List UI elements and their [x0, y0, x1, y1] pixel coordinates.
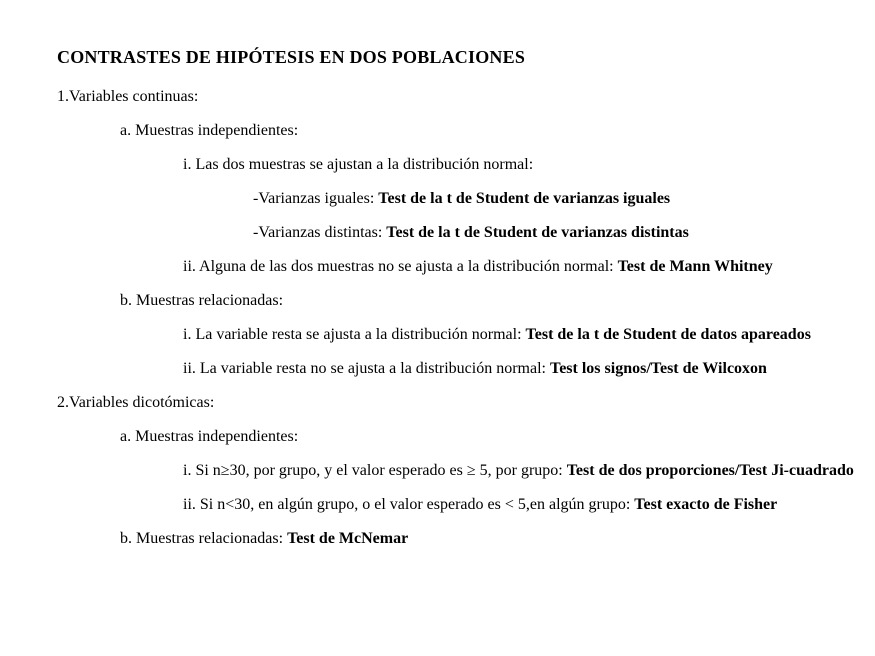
outline-line-1a-i — [57, 148, 875, 182]
line-text: b. Muestras relacionadas: — [120, 530, 288, 547]
test-name: Test de dos proporciones/Test Ji-cuadrado — [566, 462, 854, 479]
outline-line-1a — [57, 114, 875, 148]
outline-line-2a-ii — [57, 488, 875, 522]
outline-line-section-1 — [57, 80, 875, 114]
test-name: Test los signos/Test de Wilcoxon — [550, 360, 767, 377]
test-name: Test de la t de Student de varianzas distintas — [386, 224, 689, 241]
line-text: i. La variable resta se ajusta a la distribución normal: — [183, 326, 526, 343]
line-text: a. Muestras independientes: — [120, 428, 299, 445]
line-text: ii. La variable resta no se ajusta a la distribución normal: — [183, 360, 550, 377]
outline-line-1b — [57, 284, 875, 318]
outline-line-varianzas-distintas — [57, 216, 875, 250]
line-text: i. Las dos muestras se ajustan a la distribución normal: — [183, 156, 534, 173]
outline-line-2b — [57, 522, 875, 556]
line-text: ii. Si n<30, en algún grupo, o el valor esperado es < 5,en algún grupo: — [183, 496, 635, 513]
line-text: 2.Variables dicotómicas: — [57, 394, 215, 411]
outline-line-2a — [57, 420, 875, 454]
line-text: b. Muestras relacionadas: — [120, 292, 284, 309]
test-name: Test de McNemar — [287, 530, 409, 547]
outline-line-1b-ii — [57, 352, 875, 386]
line-text: i. Si n≥30, por grupo, y el valor esperado es ≥ 5, por grupo: — [183, 462, 567, 479]
test-name: Test exacto de Fisher — [634, 496, 778, 513]
test-name: Test de Mann Whitney — [617, 258, 773, 275]
line-text: 1.Variables continuas: — [57, 88, 199, 105]
line-text: ii. Alguna de las dos muestras no se ajusta a la distribución normal: — [183, 258, 618, 275]
test-name: Test de la t de Student de varianzas iguales — [378, 190, 671, 207]
outline-line-varianzas-iguales — [57, 182, 875, 216]
line-text: -Varianzas iguales: — [253, 190, 379, 207]
line-text: -Varianzas distintas: — [253, 224, 387, 241]
outline-line-section-2 — [57, 386, 875, 420]
page-title: CONTRASTES DE HIPÓTESIS EN DOS POBLACIONES — [57, 47, 526, 67]
outline-line-1a-ii — [57, 250, 875, 284]
outline-line-2a-i — [57, 454, 875, 488]
outline-line-1b-i — [57, 318, 875, 352]
test-name: Test de la t de Student de datos apareados — [525, 326, 811, 343]
line-text: a. Muestras independientes: — [120, 122, 299, 139]
